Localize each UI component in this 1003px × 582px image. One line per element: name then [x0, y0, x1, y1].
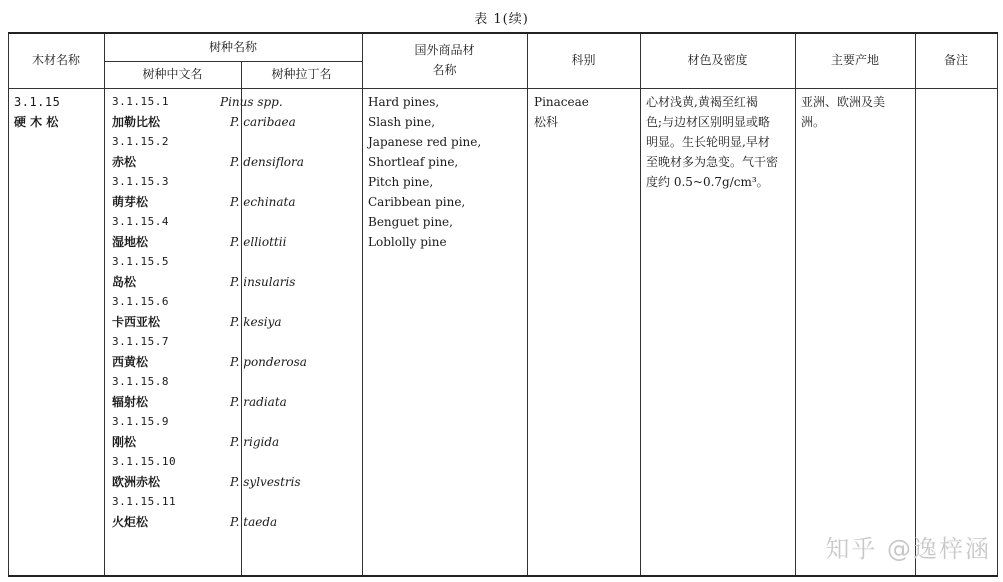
trade-name: Hard pines, [368, 95, 440, 109]
species-latin-name: P. taeda [230, 515, 278, 529]
species-latin-column [220, 92, 307, 532]
species-cn-name: 刚松 [112, 435, 137, 449]
trade-name: Caribbean pine, [368, 195, 466, 209]
species-latin-name: P. radiata [230, 395, 287, 409]
header-trade-name [362, 40, 527, 80]
species-latin-name: P. densiflora [230, 155, 304, 169]
species-code: 3.1.15.3 [112, 175, 169, 188]
species-table [8, 32, 998, 577]
table-border-left [8, 34, 9, 575]
species-cn-name: 欧洲赤松 [112, 475, 161, 489]
species-code: 3.1.15.8 [112, 375, 169, 388]
header-trade-name-line2: 名称 [432, 63, 457, 77]
species-code: 3.1.15.5 [112, 255, 169, 268]
family-latin: Pinaceae [534, 95, 589, 109]
wood-code: 3.1.15 [14, 95, 61, 109]
species-cn-name: 加勒比松 [112, 115, 161, 129]
species-code: 3.1.15.2 [112, 135, 169, 148]
origin-line: 亚洲、欧洲及美 [801, 95, 886, 109]
species-cn-name: 岛松 [112, 275, 137, 289]
species-cn-name: 赤松 [112, 155, 137, 169]
trade-name: Loblolly pine [368, 235, 447, 249]
header-origin: 主要产地 [830, 53, 879, 67]
header-family: 科别 [571, 53, 596, 67]
family-cell [534, 92, 589, 132]
column-divider [104, 34, 105, 575]
species-latin-name: P. elliottii [230, 235, 287, 249]
color-density-line: 心材浅黄,黄褐至红褐 [646, 95, 758, 109]
species-code: 3.1.15.11 [112, 495, 177, 508]
header-color-density: 材色及密度 [687, 53, 748, 67]
table-border-right [997, 34, 998, 575]
trade-name: Pitch pine, [368, 175, 434, 189]
color-density-cell [646, 92, 794, 192]
family-cn: 松科 [534, 115, 559, 129]
species-cn-column [112, 92, 176, 532]
species-latin-name: Pinus spp. [220, 95, 283, 109]
table-caption: 表 1(续) [474, 12, 529, 27]
species-code: 3.1.15.6 [112, 295, 169, 308]
header-species-name: 树种名称 [208, 40, 257, 54]
column-divider [362, 34, 363, 575]
species-cn-name: 辐射松 [112, 395, 149, 409]
wood-name-cell [14, 92, 60, 132]
trade-names-cell [368, 92, 481, 252]
origin-line: 洲。 [801, 115, 826, 129]
header-bottom-rule [8, 88, 998, 89]
species-cn-name: 卡西亚松 [112, 315, 161, 329]
species-code: 3.1.15.7 [112, 335, 169, 348]
watermark: 知乎 @逸梓涵 [825, 535, 991, 563]
origin-cell [801, 92, 885, 132]
header-subdivider [104, 61, 362, 62]
color-density-line: 度约 0.5~0.7g/cm³。 [646, 175, 769, 189]
species-latin-name: P. ponderosa [230, 355, 307, 369]
column-divider [915, 34, 916, 575]
color-density-line: 色;与边材区别明显或略 [646, 115, 771, 129]
species-cn-name: 湿地松 [112, 235, 149, 249]
wood-name: 硬 木 松 [14, 115, 59, 129]
color-density-line: 至晚材多为急变。气干密 [646, 155, 779, 169]
species-code: 3.1.15.4 [112, 215, 169, 228]
species-latin-name: P. echinata [230, 195, 296, 209]
species-latin-name: P. rigida [230, 435, 280, 449]
species-cn-name: 火炬松 [112, 515, 149, 529]
species-latin-name: P. kesiya [230, 315, 282, 329]
trade-name: Benguet pine, [368, 215, 453, 229]
trade-name: Japanese red pine, [368, 135, 482, 149]
species-code: 3.1.15.10 [112, 455, 177, 468]
species-code: 3.1.15.1 [112, 95, 169, 108]
header-remarks: 备注 [943, 53, 968, 67]
species-latin-name: P. caribaea [230, 115, 296, 129]
trade-name: Slash pine, [368, 115, 436, 129]
species-cn-name: 西黄松 [112, 355, 149, 369]
header-wood-name: 木材名称 [31, 53, 80, 67]
species-latin-name: P. insularis [230, 275, 296, 289]
trade-name: Shortleaf pine, [368, 155, 459, 169]
species-cn-name: 萌芽松 [112, 195, 149, 209]
species-latin-name: P. sylvestris [230, 475, 301, 489]
header-trade-name-line1: 国外商品材 [414, 43, 475, 57]
column-divider [527, 34, 528, 575]
color-density-line: 明显。生长轮明显,早材 [646, 135, 770, 149]
header-species-latin: 树种拉丁名 [271, 67, 332, 81]
column-divider [640, 34, 641, 575]
species-code: 3.1.15.9 [112, 415, 169, 428]
header-species-cn: 树种中文名 [142, 67, 203, 81]
column-divider [795, 34, 796, 575]
